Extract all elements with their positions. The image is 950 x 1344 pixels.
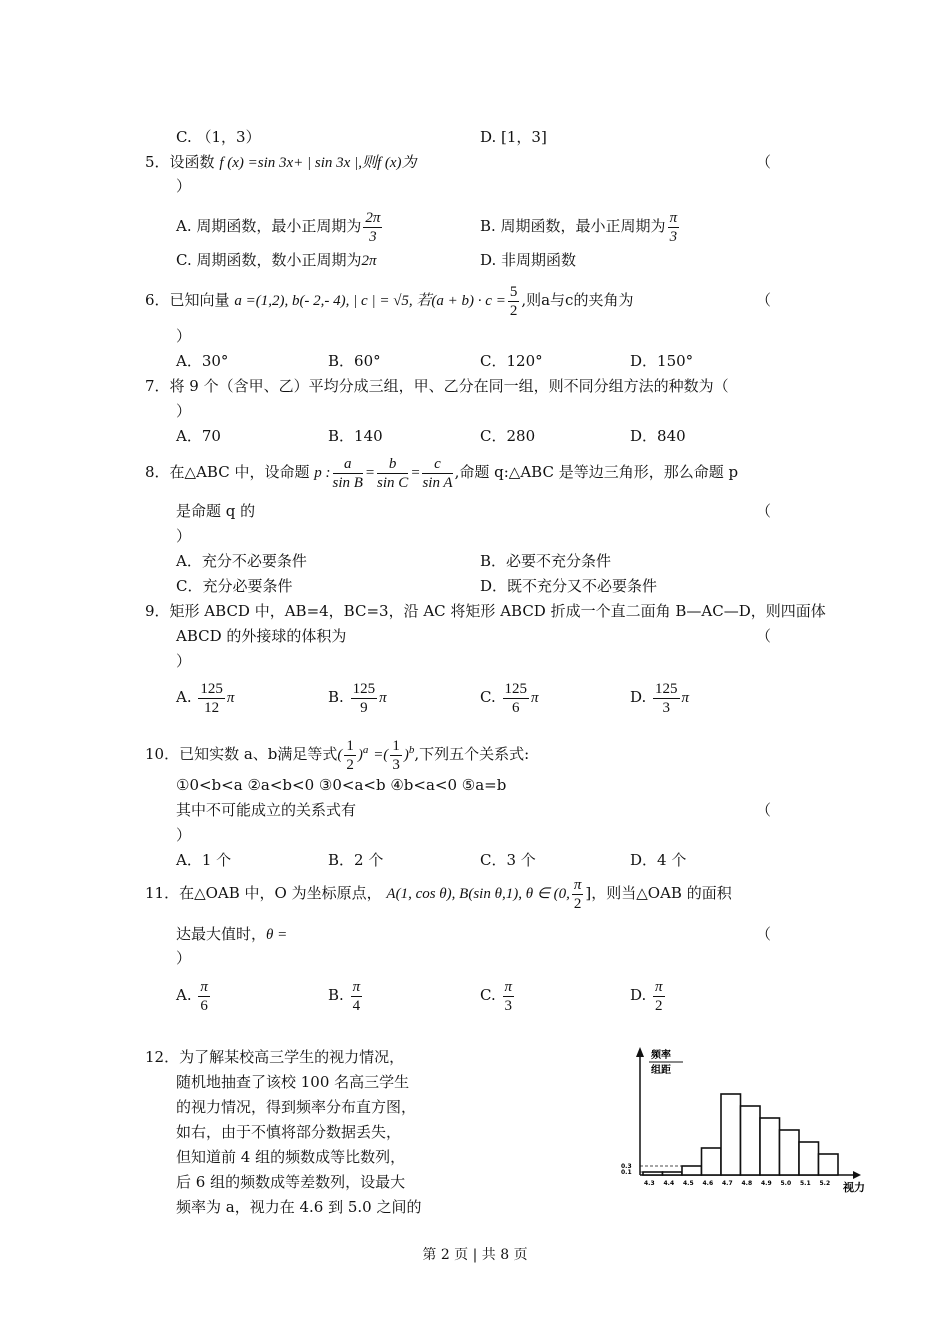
q10-relations: ①0<b<a ②a<b<0 ③0<a<b ④b<a<0 ⑤a=b xyxy=(176,776,507,794)
q8-option-c: C．充分必要条件 xyxy=(176,577,293,595)
q4-option-d: D. [1，3] xyxy=(480,128,547,146)
q9-paren: （ xyxy=(756,627,772,645)
q5-a-den: 3 xyxy=(369,228,377,245)
q11-option-c: C. $\frac{\pi}{3}$ xyxy=(480,978,513,1014)
q6-option-b: B．60° xyxy=(328,352,381,370)
q5-option-a: A. 周期函数，最小正周期为 $\frac{2\pi}{3}$ xyxy=(176,209,381,245)
histogram-bar xyxy=(643,1172,663,1175)
histogram-bar xyxy=(721,1094,741,1175)
y-axis-arrow xyxy=(636,1047,644,1057)
x-tick-label: 4.3 xyxy=(644,1180,655,1187)
q5-stem xyxy=(145,152,417,173)
q5-b-den: 3 xyxy=(669,228,678,245)
histogram-bar xyxy=(760,1118,780,1175)
q8-stem: 8．在△ABC 中，设命题 p : $\frac{a}{\text{sin B}}$ = $\frac{b}{\text{sin C}}$ = $\frac{c}{\text{sin A}}$ ,命题 q:△ABC 是等边三角形，那么命题 p xyxy=(145,455,739,491)
q5-option-d: D. 非周期函数 xyxy=(480,251,577,269)
y-label-top: 频率 xyxy=(651,1050,671,1061)
q7-option-d: D．840 xyxy=(630,427,686,445)
q8-option-b: B．必要不充分条件 xyxy=(480,552,612,570)
q6-option-c: C．120° xyxy=(480,352,543,370)
q5-option-b: B. 周期函数，最小正周期为 $\frac{\pi}{3}$ xyxy=(480,209,678,245)
q11-option-d: D. $\frac{\pi}{2}$ xyxy=(630,978,663,1014)
q5-a-num: 2π xyxy=(365,209,381,226)
q10-option-d: D．4 个 xyxy=(630,851,687,869)
histogram-bar xyxy=(780,1130,800,1175)
q10-option-a: A．1 个 xyxy=(176,851,232,869)
page-footer: 第 2 页 | 共 8 页 xyxy=(422,1247,528,1263)
q10-line3: 其中不可能成立的关系式有 xyxy=(176,801,357,819)
x-tick-label: 5.1 xyxy=(800,1180,811,1187)
q7-option-c: C．280 xyxy=(480,427,536,445)
q10-option-b: B．2 个 xyxy=(328,851,384,869)
q6-option-a: A．30° xyxy=(176,352,229,370)
q11-line2: 达最大值时，θ = xyxy=(176,925,288,943)
q5-number: 5．设函数 xyxy=(145,153,215,171)
q6-formula-2: ,则a与c的夹角为 xyxy=(521,291,634,309)
q9-option-c: C. $\frac{125}{6}$ π xyxy=(480,680,539,716)
histogram-bar xyxy=(682,1166,702,1175)
q5-b-num: π xyxy=(669,209,678,226)
histogram-bar xyxy=(799,1142,819,1175)
x-tick-label: 4.5 xyxy=(683,1180,694,1187)
q6-frac-num: 5 xyxy=(509,283,518,300)
q12-line-6: 频率为 a，视力在 4.6 到 5.0 之间的 xyxy=(176,1198,422,1216)
q6-paren: （ xyxy=(756,291,772,309)
q8-option-a: A．充分不必要条件 xyxy=(176,552,307,570)
q7-option-a: A．70 xyxy=(176,427,221,445)
x-tick-label: 4.7 xyxy=(722,1180,733,1187)
q11-close: ） xyxy=(176,949,192,967)
q8-line2: 是命题 q 的 xyxy=(176,502,256,520)
x-tick-label: 4.4 xyxy=(663,1180,675,1187)
q12-line-2: 的视力情况，得到频率分布直方图， xyxy=(176,1098,417,1116)
histogram-bar xyxy=(741,1106,761,1175)
q6-formula-1: a =(1,2), b(- 2,- 4), | c | = √5, 若(a + b) · c = xyxy=(234,293,506,309)
q8-paren: （ xyxy=(756,502,772,520)
q11-option-b: B. $\frac{\pi}{4}$ xyxy=(328,978,361,1014)
y-tick-label: 0.1 xyxy=(621,1169,632,1176)
x-tick-label: 5.0 xyxy=(780,1180,792,1187)
q11-paren: （ xyxy=(756,925,772,943)
q7-stem: 7．将 9 个（含甲、乙）平均分成三组，甲、乙分在同一组，则不同分组方法的种数为（ xyxy=(145,377,729,395)
q5-option-c: C. 周期函数，数小正周期为2π xyxy=(176,251,377,269)
q6-number: 6．已知向量 xyxy=(145,291,230,309)
x-tick-label: 4.9 xyxy=(761,1180,772,1187)
histogram-bar xyxy=(702,1148,722,1175)
x-label: 视力 xyxy=(843,1181,865,1194)
histogram-bar xyxy=(819,1154,839,1175)
histogram-bar xyxy=(663,1172,683,1175)
q9-line2: ABCD 的外接球的体积为 xyxy=(176,627,347,645)
q11-option-a: A. $\frac{\pi}{6}$ xyxy=(176,978,208,1014)
x-tick-label: 4.6 xyxy=(702,1180,714,1187)
q10-option-c: C．3 个 xyxy=(480,851,536,869)
x-tick-label: 4.8 xyxy=(741,1180,753,1187)
q5-formula: f (x) =sin 3x+ | sin 3x |,则f (x)为 xyxy=(219,155,417,171)
y-tick-label: 0.3 xyxy=(621,1163,632,1170)
histogram-chart xyxy=(615,1045,865,1195)
q9-option-d: D. $\frac{125}{3}$ π xyxy=(630,680,690,716)
q11-stem: 11．在△OAB 中，O 为坐标原点， A(1, cos θ), B(sin θ,1), θ ∈ (0, $\frac{\pi}{2}$ ]，则当△OAB 的面积 xyxy=(145,876,732,912)
q6-stem xyxy=(145,280,633,321)
q8-close: ） xyxy=(176,527,192,545)
q12-line-0: 12．为了解某校高三学生的视力情况， xyxy=(145,1048,405,1066)
q6-option-d: D．150° xyxy=(630,352,694,370)
q6-frac-den: 2 xyxy=(509,302,518,319)
q9-option-b: B. $\frac{125}{9}$ π xyxy=(328,680,387,716)
q9-option-a: A. $\frac{125}{12}$ π xyxy=(176,680,235,716)
q7-close: ） xyxy=(176,402,192,420)
q6-close: ） xyxy=(176,327,192,345)
q4-option-c: C. （1，3） xyxy=(176,128,261,146)
q10-paren: （ xyxy=(756,801,772,819)
q8-option-d: D．既不充分又不必要条件 xyxy=(480,577,658,595)
q12-line-3: 如右，由于不慎将部分数据丢失， xyxy=(176,1123,402,1141)
q10-stem: 10．已知实数 a、b满足等式( $\frac{1}{2}$ )$^a$ =( $\frac{1}{3}$ )$^b$,下列五个关系式: xyxy=(145,737,530,773)
q9-close: ） xyxy=(176,652,192,670)
q9-line1: 9．矩形 ABCD 中，AB=4，BC=3，沿 AC 将矩形 ABCD 折成一个直二面角 B—AC—D，则四面体 xyxy=(145,602,826,620)
q12-line-4: 但知道前 4 组的频数成等比数列， xyxy=(176,1148,406,1166)
q12-line-1: 随机地抽查了该校 100 名高三学生 xyxy=(176,1073,410,1091)
q7-option-b: B．140 xyxy=(328,427,383,445)
x-axis-arrow xyxy=(853,1171,861,1179)
y-label-bottom: 组距 xyxy=(651,1065,671,1076)
q5-paren: （ xyxy=(756,153,772,171)
q10-close: ） xyxy=(176,826,192,844)
q5-close: ） xyxy=(176,177,192,195)
q12-line-5: 后 6 组的频数成等差数列，设最大 xyxy=(176,1173,406,1191)
x-tick-label: 5.2 xyxy=(819,1180,831,1187)
